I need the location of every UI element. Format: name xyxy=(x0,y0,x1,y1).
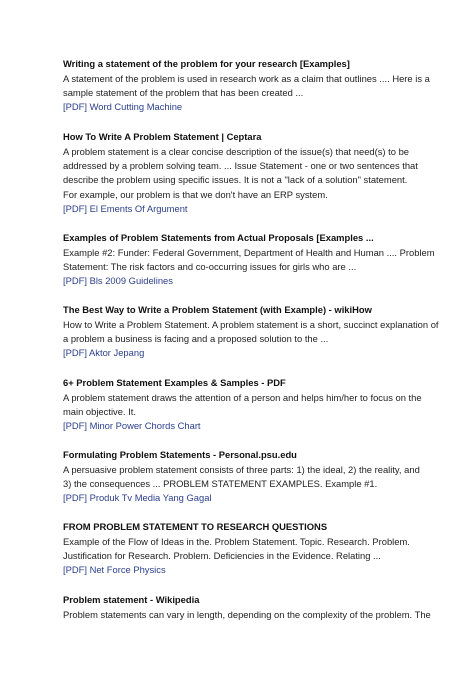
pdf-link[interactable]: [PDF] Minor Power Chords Chart xyxy=(63,420,201,432)
result-title[interactable]: How To Write A Problem Statement | Ceptara xyxy=(63,131,262,142)
snippet-line: addressed by a problem solving team. ... Issue Statement - one or two sentences that xyxy=(63,160,418,172)
result-snippet xyxy=(63,535,463,563)
snippet-line: 3) the consequences ... PROBLEM STATEMENT EXAMPLES. Example #1. xyxy=(63,478,378,490)
result-title[interactable]: Examples of Problem Statements from Actual Proposals [Examples ... xyxy=(63,232,374,243)
pdf-link[interactable]: [PDF] El Ements Of Argument xyxy=(63,202,188,214)
snippet-line: A persuasive problem statement consists of three parts: 1) the ideal, 2) the reality, and xyxy=(63,464,420,475)
pdf-link[interactable]: [PDF] Bls 2009 Guidelines xyxy=(63,275,173,287)
snippet-line: main objective. It. xyxy=(63,406,136,418)
snippet-line: Statement: The risk factors and co-occurring issues for girls who are ... xyxy=(63,261,357,273)
result-title[interactable]: The Best Way to Write a Problem Statement (with Example) - wikiHow xyxy=(63,304,372,315)
result-snippet xyxy=(63,463,463,491)
snippet-line: Example of the Flow of Ideas in the. Problem Statement. Topic. Research. Problem. xyxy=(63,536,410,547)
snippet-line: describe the problem using specific issues. It is not a "lack of a solution" statement. xyxy=(63,174,408,186)
result-snippet xyxy=(63,608,463,622)
result-title[interactable]: FROM PROBLEM STATEMENT TO RESEARCH QUESTIONS xyxy=(63,521,328,532)
snippet-line: For example, our problem is that we don't have an ERP system. xyxy=(63,188,328,200)
result-title[interactable]: Problem statement - Wikipedia xyxy=(63,594,200,605)
snippet-line: How to Write a Problem Statement. A problem statement is a short, succinct explanation of xyxy=(63,319,439,330)
result-entry xyxy=(63,520,463,577)
pdf-link[interactable]: [PDF] Produk Tv Media Yang Gagal xyxy=(63,492,212,504)
result-title[interactable]: Writing a statement of the problem for your research [Examples] xyxy=(63,58,350,69)
result-snippet xyxy=(63,246,463,274)
result-entry xyxy=(63,376,463,433)
result-snippet xyxy=(63,391,463,419)
result-entry xyxy=(63,593,463,622)
snippet-line: A statement of the problem is used in research work as a claim that outlines .... Here is a xyxy=(63,73,430,84)
snippet-line: A problem statement is a clear concise description of the issue(s) that need(s) to be xyxy=(63,146,410,157)
pdf-link[interactable]: [PDF] Net Force Physics xyxy=(63,564,166,576)
result-title[interactable]: 6+ Problem Statement Examples & Samples - PDF xyxy=(63,377,286,388)
pdf-link[interactable]: [PDF] Word Cutting Machine xyxy=(63,101,183,113)
snippet-line: Example #2: Funder: Federal Government, Department of Health and Human .... Problem xyxy=(63,247,435,258)
result-snippet xyxy=(63,72,463,100)
result-snippet xyxy=(63,318,463,346)
snippet-line: Problem statements can vary in length, depending on the complexity of the problem. The xyxy=(63,609,431,620)
snippet-line: sample statement of the problem that has been created ... xyxy=(63,87,304,99)
result-snippet xyxy=(63,145,463,202)
result-title[interactable]: Formulating Problem Statements - Personal.psu.edu xyxy=(63,449,297,460)
result-entry xyxy=(63,130,463,216)
snippet-line: a problem a business is facing and a proposed solution to the ... xyxy=(63,333,329,345)
snippet-line: A problem statement draws the attention of a person and helps him/her to focus on the xyxy=(63,392,422,403)
pdf-link[interactable]: [PDF] Aktor Jepang xyxy=(63,347,145,359)
snippet-line: Justification for Research. Problem. Deficiencies in the Evidence. Relating ... xyxy=(63,550,381,562)
result-entry xyxy=(63,57,463,114)
result-entry xyxy=(63,448,463,505)
result-entry xyxy=(63,231,463,288)
result-entry xyxy=(63,303,463,360)
